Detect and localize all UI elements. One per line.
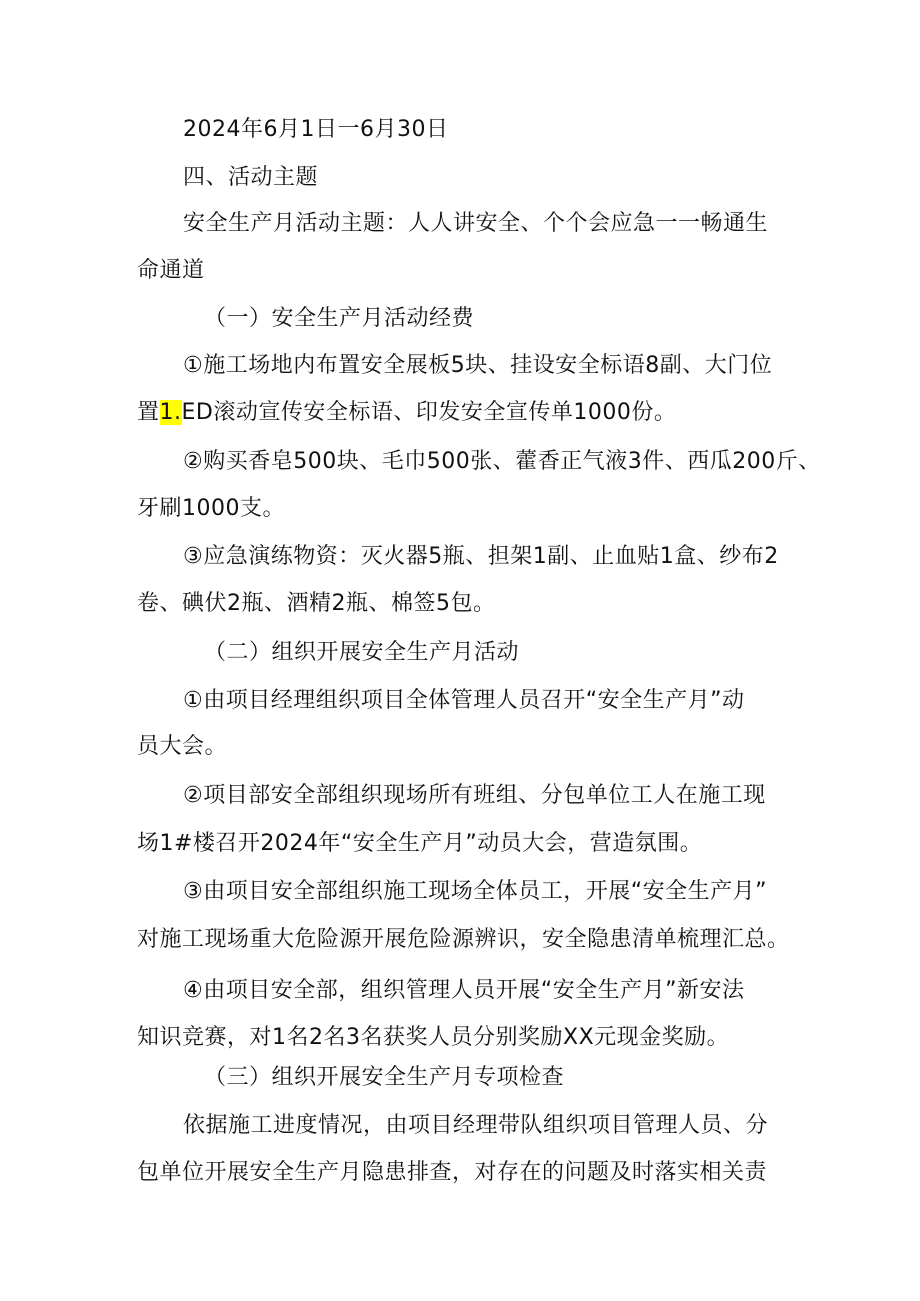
budget-item-1-line-1: ①施工场地内布置安全展板5块、挂设安全标语8副、大门位 bbox=[183, 353, 773, 378]
activity-item-4-line-1: ④由项目安全部，组织管理人员开展“安全生产月”新安法 bbox=[183, 978, 745, 1003]
budget-item-1-line-2 bbox=[137, 398, 676, 428]
budget-item-1-prefix: 置 bbox=[137, 400, 160, 425]
activity-item-3-line-1: ③由项目安全部组织施工现场全体员工，开展“安全生产月” bbox=[183, 879, 768, 904]
theme-text-line-1: 安全生产月活动主题：人人讲安全、个个会应急一一畅通生 bbox=[183, 211, 769, 236]
subsection-heading-inspection: （三）组织开展安全生产月专项检查 bbox=[204, 1065, 565, 1090]
date-range-line: 2024年6月1日一6月30日 bbox=[183, 117, 449, 142]
inspection-text-line-2: 包单位开展安全生产月隐患排查，对存在的问题及时落实相关责 bbox=[137, 1160, 768, 1185]
activity-item-2-line-1: ②项目部安全部组织现场所有班组、分包单位工人在施工现 bbox=[183, 783, 766, 808]
inspection-text-line-1: 依据施工进度情况，由项目经理带队组织项目管理人员、分 bbox=[183, 1113, 769, 1138]
budget-item-2-line-1: ②购买香皂500块、毛巾500张、藿香正气液3件、西瓜200斤、 bbox=[183, 449, 821, 474]
budget-item-2-line-2: 牙刷1000支。 bbox=[137, 496, 285, 521]
subsection-heading-activities: （二）组织开展安全生产月活动 bbox=[204, 640, 520, 665]
activity-item-2-line-2: 场1#楼召开2024年“安全生产月”动员大会，营造氛围。 bbox=[137, 831, 703, 856]
budget-item-3-line-2: 卷、碘伏2瓶、酒精2瓶、棉签5包。 bbox=[137, 591, 496, 616]
activity-item-1-line-2: 员大会。 bbox=[137, 734, 228, 759]
budget-item-1-rest: ED滚动宣传安全标语、印发安全宣传单1000份。 bbox=[181, 400, 677, 425]
budget-item-3-line-1: ③应急演练物资：灭火器5瓶、担架1副、止血贴1盒、纱布2 bbox=[183, 544, 779, 569]
activity-item-4-line-2: 知识竞赛，对1名2名3名获奖人员分别奖励XX元现金奖励。 bbox=[137, 1025, 730, 1050]
section-heading-theme: 四、活动主题 bbox=[183, 165, 319, 190]
activity-item-1-line-1: ①由项目经理组织项目全体管理人员召开“安全生产月”动 bbox=[183, 688, 745, 713]
highlighted-text: 1. bbox=[159, 400, 182, 425]
theme-text-line-2: 命通道 bbox=[137, 258, 205, 283]
activity-item-3-line-2: 对施工现场重大危险源开展危险源辨识，安全隐患清单梳理汇总。 bbox=[137, 927, 790, 952]
subsection-heading-budget: （一）安全生产月活动经费 bbox=[204, 306, 475, 331]
